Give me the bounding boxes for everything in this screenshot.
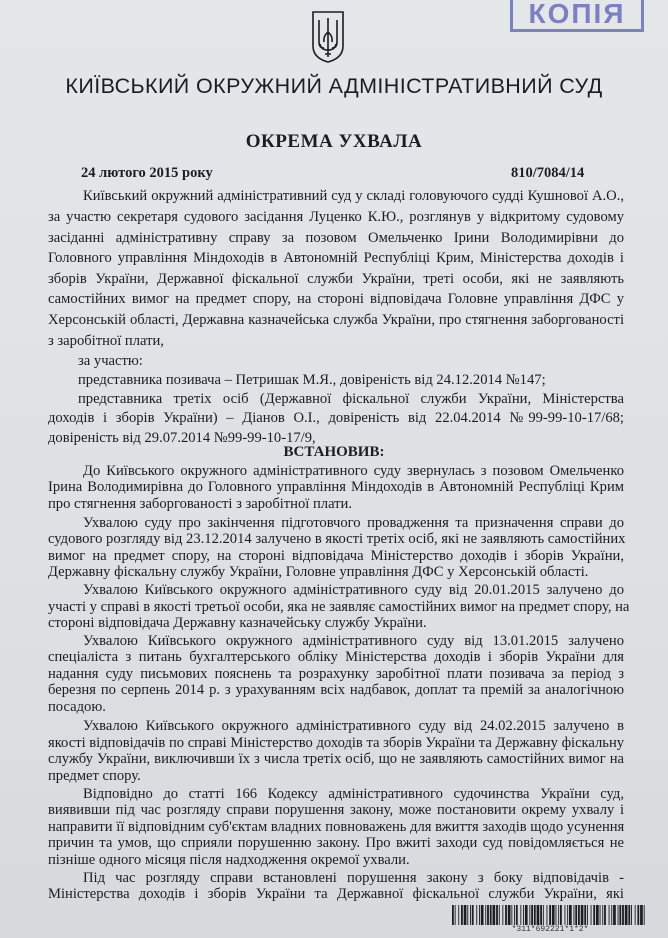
- body-line: До Київського окружного адміністративного суду звернулась з позовом Омельченко: [83, 463, 624, 479]
- barcode-bar: [525, 905, 528, 925]
- barcode-bar: [549, 905, 551, 925]
- barcode-bar: [556, 905, 557, 925]
- court-name: КИЇВСЬКИЙ ОКРУЖНИЙ АДМІНІСТРАТИВНИЙ СУД: [65, 74, 603, 98]
- barcode-bar: [593, 905, 595, 925]
- barcode-bar: [574, 905, 575, 925]
- intro-line: самостійних вимог на предмет спору, на стороні відповідача Головне управління ДФС у: [48, 291, 624, 307]
- trident-emblem-icon: [311, 10, 345, 64]
- body-line: стороні відповідача Державну казначейську службу України.: [48, 615, 427, 631]
- intro-line: зборів України, Державної фіскальної служби України, треті особи, які не заявляють: [48, 271, 624, 287]
- barcode-bar: [502, 905, 503, 925]
- body-line: виявивши під час розгляду справи порушення закону, може постановити окрему ухвалу і: [48, 802, 624, 818]
- barcode-bar: [628, 905, 630, 925]
- barcode-bar: [547, 905, 548, 925]
- barcode-bar: [558, 905, 559, 925]
- intro-line: Головного управління Міндоходів в Автономній Республіці Крим, Міністерства доходів і: [48, 250, 624, 266]
- barcode-bar: [511, 905, 512, 925]
- body-line: судового розгляду від 23.12.2014 залучено в якості третіх осіб, які не заявляють самостійних: [48, 531, 626, 547]
- barcode-bar: [625, 905, 628, 925]
- barcode-bar: [622, 905, 624, 925]
- barcode-bar: [613, 905, 616, 925]
- established-heading: ВСТАНОВИВ:: [283, 444, 385, 460]
- barcode-bar: [529, 905, 530, 925]
- body-line: направити її відповідним суб'єктам владних повноважень для вжиття заходів щодо усунення: [48, 819, 625, 835]
- body-line: причин та умов, що сприяли порушенню закону. Про вжиті заходи суд повідомляється не: [48, 835, 624, 851]
- body-line: Відповідно до статті 166 Кодексу адміністративного судочинства України суд,: [83, 786, 624, 802]
- barcode-bar: [552, 905, 555, 925]
- barcode-bar: [516, 905, 518, 925]
- body-line: Ухвалою суду про закінчення підготовчого провадження та призначення справи до: [83, 515, 624, 531]
- barcode-bar: [531, 905, 533, 925]
- body-line: Державну фіскальну службу України, Головне управління ДФС у Херсонській області.: [48, 564, 589, 580]
- barcode-bar: [540, 905, 542, 925]
- barcode-bar: [537, 905, 540, 925]
- barcode-bar: [470, 905, 471, 925]
- body-line: пізніше одного місяця після надходження окремої ухвали.: [48, 852, 410, 868]
- participation-label: за участю:: [78, 353, 143, 369]
- barcode-bar: [635, 905, 636, 925]
- barcode-bar: [569, 905, 572, 925]
- body-line: предмет спору.: [48, 768, 141, 784]
- barcode-bar: [596, 905, 599, 925]
- document-title: ОКРЕМА УХВАЛА: [245, 131, 423, 152]
- barcode-bar: [578, 905, 580, 925]
- barcode-bar: [514, 905, 515, 925]
- body-line: про стягнення заборгованості з заробітної плати.: [48, 496, 353, 512]
- barcode-bar: [587, 905, 588, 925]
- barcode-bar: [485, 905, 486, 925]
- barcode-bar: [637, 905, 639, 925]
- body-line: посадою.: [48, 699, 106, 715]
- barcode-bar: [543, 905, 544, 925]
- barcode-bar: [618, 905, 619, 925]
- barcode-bar: [534, 905, 536, 925]
- participation-line: довіреність від 29.07.2014 №99-99-10-17/9,: [48, 430, 316, 446]
- barcode-bar: [464, 905, 467, 925]
- body-line: Ухвалою Київського окружного адміністративного суду від 20.01.2015 залучено до: [83, 582, 624, 598]
- intro-line: засіданні адміністративну справу за позовом Омельченко Ірини Володимирівни до: [48, 230, 624, 246]
- participation-line: доходів і зборів України) – Діанов О.І., довіреність від 22.04.2014 №99-99-10-17/68;: [48, 410, 624, 426]
- barcode: [452, 905, 648, 925]
- participation-line: представника третіх осіб (Державної фіскальної служби України, Міністерства: [78, 391, 624, 407]
- barcode-bar: [467, 905, 468, 925]
- barcode-bar: [619, 905, 621, 925]
- barcode-bar: [520, 905, 521, 925]
- intro-line: Київський окружний адміністративний суд у складі головуючого судді Кушнової А.О.,: [83, 188, 624, 204]
- barcode-bar: [600, 905, 601, 925]
- barcode-bar: [581, 905, 584, 925]
- body-line: Ірина Володимирівна до Головного управління Міндоходів в Автономній Республіці Крим: [48, 479, 624, 495]
- barcode-bar: [560, 905, 562, 925]
- intro-line: Херсонській області, Державна казначейська служба України, про стягнення заборгованості: [48, 312, 624, 328]
- barcode-bar: [584, 905, 586, 925]
- barcode-bar: [481, 905, 484, 925]
- barcode-bar: [611, 905, 612, 925]
- body-line: Ухвалою Київського окружного адміністративного суду від 13.01.2015 залучено: [83, 633, 624, 649]
- barcode-bar: [476, 905, 477, 925]
- barcode-bar: [479, 905, 480, 925]
- barcode-bar: [644, 905, 645, 925]
- body-line: вимог на предмет спору, на стороні відповідача Міністерство доходів і зборів України,: [48, 548, 624, 564]
- intro-line: з заробітної плати,: [48, 333, 164, 349]
- body-line: спеціаліста з питань бухгалтерського обліку Міністерства доходів і зборів України для: [48, 649, 624, 665]
- barcode-bar: [640, 905, 643, 925]
- barcode-bar: [461, 905, 463, 925]
- intro-line: за участю секретаря судового засідання Луценко К.Ю., розглянув у відкритому судовому: [48, 209, 624, 225]
- body-line: надання суду письмових пояснень та розрахунку заробітної плати позивача за період з: [48, 666, 624, 682]
- barcode-bar: [631, 905, 632, 925]
- body-line: березня по серпень 2014 р. з урахуванням всіх надбавок, доплат та премій за аналогічною: [48, 682, 624, 698]
- barcode-bar: [567, 905, 568, 925]
- barcode-bar: [609, 905, 610, 925]
- body-line: Міністерства доходів і зборів України та Державної фіскальної служби України, які: [48, 886, 624, 902]
- body-line: якості відповідачів по справі Міністерство доходів та зборів України та Державну фіскальну: [48, 735, 625, 751]
- barcode-bar: [575, 905, 577, 925]
- barcode-bar: [487, 905, 489, 925]
- body-line: Ухвалою Київського окружного адміністративного суду від 24.02.2015 залучено в: [83, 718, 624, 734]
- barcode-bar: [591, 905, 592, 925]
- barcode-bar: [472, 905, 474, 925]
- barcode-bar: [523, 905, 524, 925]
- barcode-bar: [496, 905, 498, 925]
- barcode-bar: [455, 905, 456, 925]
- participation-line: представника позивача – Петришак М.Я., довіреність від 24.12.2014 №147;: [78, 372, 546, 388]
- ruling-date: 24 лютого 2015 року: [81, 165, 213, 181]
- body-line: участі у справі в якості третьої особи, яка не заявляє самостійних вимог на предмет спору, на: [48, 599, 630, 615]
- barcode-bar: [604, 905, 606, 925]
- barcode-number: *311*692221*1*2*: [511, 925, 589, 934]
- barcode-bar: [490, 905, 492, 925]
- barcode-bar: [493, 905, 496, 925]
- body-line: службу України, виключивши їх з числа третіх осіб, що не заявляють самостійних вимог на: [48, 751, 624, 767]
- barcode-bar: [508, 905, 511, 925]
- case-number: 810/7084/14: [511, 165, 585, 181]
- barcode-bar: [452, 905, 454, 925]
- barcode-bar: [565, 905, 566, 925]
- body-line: Під час розгляду справи встановлені порушення закону з боку відповідачів -: [83, 870, 624, 886]
- copy-stamp: КОПІЯ: [510, 0, 644, 32]
- barcode-bar: [458, 905, 459, 925]
- barcode-bar: [602, 905, 603, 925]
- barcode-bar: [499, 905, 500, 925]
- barcode-bar: [505, 905, 507, 925]
